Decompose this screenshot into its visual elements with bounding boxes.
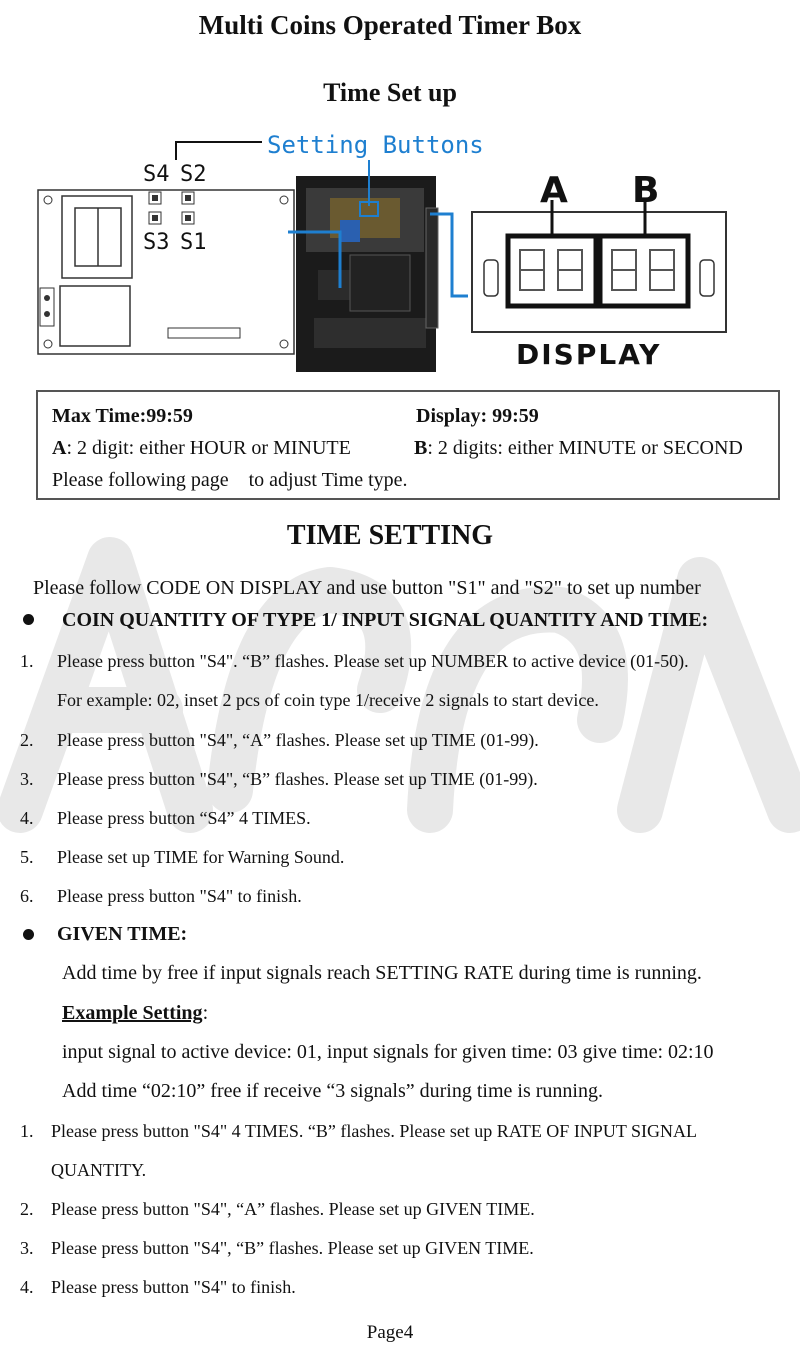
example-line: input signal to active device: 01, input signals for given time: 03 give time: 02:10 <box>62 1041 714 1063</box>
switch-label-s3: S3 <box>143 230 170 255</box>
example-line: Add time “02:10” free if receive “3 signals” during time is running. <box>62 1080 603 1102</box>
step-text: Please press button "S4", “B” flashes. Please set up GIVEN TIME. <box>51 1238 534 1258</box>
step-number: 5. <box>20 847 34 867</box>
switch-label-s1: S1 <box>180 230 207 255</box>
section-title: TIME SETTING <box>286 520 494 551</box>
time-info-box <box>36 390 780 500</box>
step-number: 2. <box>20 730 34 750</box>
display-value-label: Display: 99:59 <box>416 405 539 427</box>
display-panel <box>472 200 726 332</box>
page-subtitle: Time Set up <box>323 78 457 107</box>
step-text: Please press button "S4" 4 TIMES. “B” flashes. Please set up RATE OF INPUT SIGNAL <box>51 1121 697 1141</box>
step-number: 3. <box>20 769 34 789</box>
time-type-note: Please following page to adjust Time type. <box>52 469 408 491</box>
step-continuation: QUANTITY. <box>51 1160 147 1180</box>
b-description: B: 2 digits: either MINUTE or SECOND <box>414 437 743 459</box>
a-description: A: 2 digit: either HOUR or MINUTE <box>52 437 351 459</box>
step-number: 4. <box>20 1277 34 1297</box>
step-number: 1. <box>20 651 34 671</box>
step-continuation: For example: 02, inset 2 pcs of coin type 1/receive 2 signals to start device. <box>57 690 599 710</box>
step-text: Please press button "S4", “A” flashes. Please set up TIME (01-99). <box>57 730 539 750</box>
digit-a-label: A <box>540 170 568 211</box>
step-text: Please press button "S4", “A” flashes. Please set up GIVEN TIME. <box>51 1199 535 1219</box>
page-number: Page4 <box>366 1322 414 1343</box>
step-text: Please press button "S4". “B” flashes. Please set up NUMBER to active device (01-50). <box>57 651 689 671</box>
display-label: DISPLAY <box>516 338 662 371</box>
step-number: 2. <box>20 1199 34 1219</box>
step-text: Please press button "S4" to finish. <box>51 1277 296 1297</box>
bullet-icon <box>23 929 34 940</box>
switch-label-s4: S4 <box>143 162 170 187</box>
digit-b-label: B <box>632 170 660 211</box>
step-number: 1. <box>20 1121 34 1141</box>
switch-label-s2: S2 <box>180 162 207 187</box>
pcb-board <box>38 190 294 354</box>
intro-text: Please follow CODE ON DISPLAY and use button "S1" and "S2" to set up number <box>33 577 701 599</box>
step-text: Please press button "S4", “B” flashes. Please set up TIME (01-99). <box>57 769 538 789</box>
step-number: 4. <box>20 808 34 828</box>
setting-buttons-label: Setting Buttons <box>267 131 484 159</box>
example-setting-label: Example Setting: <box>62 1002 209 1024</box>
bullet-icon <box>23 614 34 625</box>
section2-heading: GIVEN TIME: <box>57 923 188 945</box>
section1-heading: COIN QUANTITY OF TYPE 1/ INPUT SIGNAL QUANTITY AND TIME: <box>62 609 709 631</box>
page-title: Multi Coins Operated Timer Box <box>198 10 582 40</box>
given-time-description: Add time by free if input signals reach SETTING RATE during time is running. <box>62 962 702 984</box>
timer-box-photo <box>296 176 438 372</box>
step-number: 3. <box>20 1238 34 1258</box>
controller-diagram <box>0 120 800 385</box>
step-text: Please set up TIME for Warning Sound. <box>57 847 345 867</box>
max-time-label: Max Time:99:59 <box>52 405 193 427</box>
step-text: Please press button “S4” 4 TIMES. <box>57 808 311 828</box>
step-text: Please press button "S4" to finish. <box>57 886 302 906</box>
step-number: 6. <box>20 886 34 906</box>
